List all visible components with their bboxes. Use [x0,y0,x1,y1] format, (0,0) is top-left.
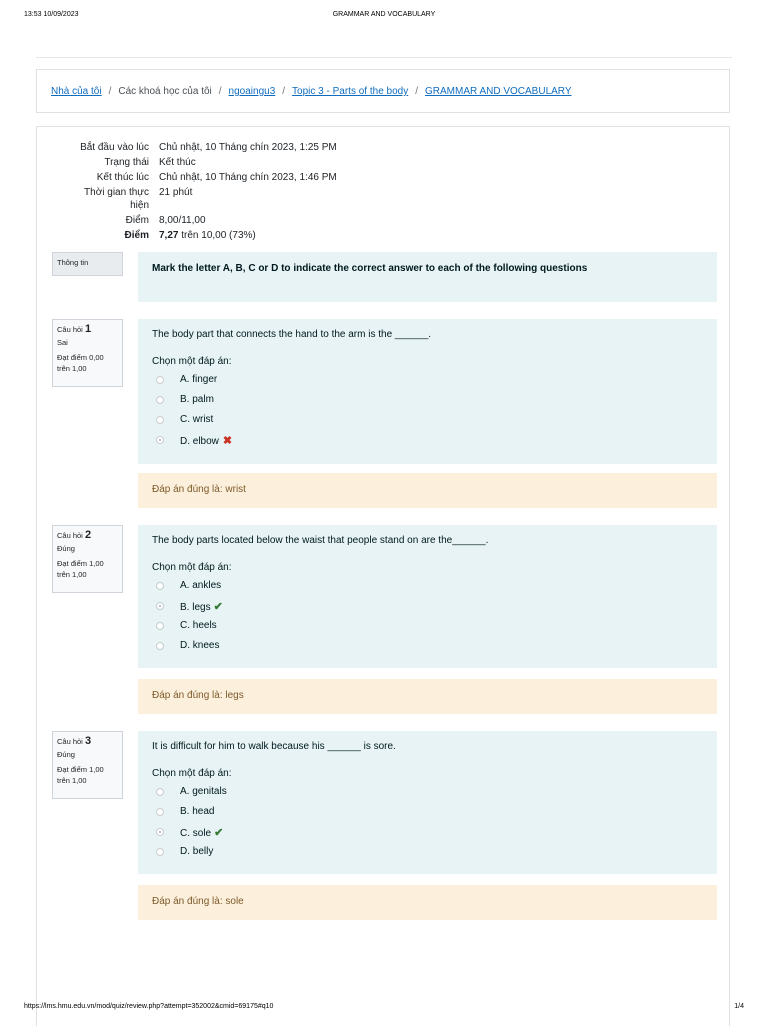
question-1-info [52,319,123,387]
breadcrumb-separator: / [282,86,286,97]
radio-button[interactable] [156,808,164,816]
answer-label: D. elbow ✖ [180,435,233,447]
radio-button[interactable] [156,416,164,424]
question-number: Câu hỏi 3 [57,735,92,747]
question-1-feedback [138,473,717,508]
page-number: 1/4 [734,1003,744,1010]
answer-label: B. legs ✔ [180,601,223,613]
radio-button[interactable] [156,582,164,590]
question-2-info [52,525,123,593]
print-header [0,11,768,23]
grade-value: 7,27 trên 10,00 (73%) [159,230,256,241]
question-3-formulation [138,731,717,874]
info-instructions [138,252,717,302]
correct-answer-text: Đáp án đúng là: legs [152,690,244,701]
question-status: Sai [57,338,68,347]
check-icon: ✔ [214,827,224,839]
question-1-formulation [138,319,717,464]
question-number: Câu hỏi 2 [57,529,92,541]
question-number: Câu hỏi 1 [57,323,92,335]
breadcrumb [51,86,572,97]
check-icon: ✔ [213,601,223,613]
question-3-info [52,731,123,799]
time-taken-label: Thời gian thực hiện [84,187,149,211]
correct-answer-text: Đáp án đúng là: sole [152,896,244,907]
breadcrumb-topic[interactable]: Topic 3 - Parts of the body [292,86,409,97]
question-text: The body parts located below the waist that people stand on are the______. [152,535,489,546]
question-text: The body part that connects the hand to the arm is the ______. [152,329,432,340]
answer-prompt: Chọn một đáp án: [152,768,232,779]
started-label: Bắt đầu vào lúc [80,142,149,153]
answer-label: B. head [180,806,215,817]
page-url: https://lms.hmu.edu.vn/mod/quiz/review.php?attempt=352002&cmid=69175#q10 [24,1003,274,1010]
question-grade: Đạt điểm 0,00 trên 1,00 [57,353,104,373]
answer-prompt: Chọn một đáp án: [152,356,232,367]
answer-label: A. finger [180,374,218,385]
answer-label: B. palm [180,394,214,405]
breadcrumb-container [36,69,730,113]
question-2-feedback [138,679,717,714]
started-value: Chủ nhật, 10 Tháng chín 2023, 1:25 PM [159,142,337,153]
question-status: Đúng [57,750,75,759]
question-grade: Đạt điểm 1,00 trên 1,00 [57,765,104,785]
radio-button-checked[interactable] [156,436,164,444]
info-text: Mark the letter A, B, C or D to indicate the correct answer to each of the following questions [152,263,588,274]
state-label: Trạng thái [104,157,149,168]
answer-label: C. sole ✔ [180,827,224,839]
top-divider [36,57,732,58]
radio-button[interactable] [156,396,164,404]
radio-button-checked[interactable] [156,828,164,836]
answer-label: C. heels [180,620,217,631]
state-value: Kết thúc [159,157,196,168]
correct-answer-text: Đáp án đúng là: wrist [152,484,246,495]
answer-label: A. ankles [180,580,222,591]
question-text: It is difficult for him to walk because his ______ is sore. [152,741,396,752]
radio-button[interactable] [156,622,164,630]
print-timestamp: 13:53 10/09/2023 [24,11,79,18]
radio-button[interactable] [156,788,164,796]
info-label: Thông tin [57,258,89,267]
radio-button[interactable] [156,642,164,650]
breadcrumb-separator: / [108,86,112,97]
breadcrumb-quiz[interactable]: GRAMMAR AND VOCABULARY [425,86,572,97]
breadcrumb-separator: / [415,86,418,97]
completed-label: Kết thúc lúc [96,172,149,183]
marks-label: Điểm [125,215,149,226]
grade-label: Điểm [124,230,149,241]
print-title: GRAMMAR AND VOCABULARY [332,11,436,18]
breadcrumb-my-courses: Các khoá học của tôi [118,86,212,97]
breadcrumb-course[interactable]: ngoaingu3 [228,86,276,97]
answer-label: D. knees [180,640,220,651]
answer-label: A. genitals [180,786,227,797]
radio-button[interactable] [156,848,164,856]
question-3-feedback [138,885,717,920]
question-2-formulation [138,525,717,668]
info-label-box [52,252,123,276]
quiz-review-region [36,126,730,1026]
answer-label: C. wrist [180,414,214,425]
answer-prompt: Chọn một đáp án: [152,562,232,573]
question-grade: Đạt điểm 1,00 trên 1,00 [57,559,104,579]
time-taken-value: 21 phút [159,187,193,198]
cross-icon: ✖ [222,435,233,447]
answer-label: D. belly [180,846,214,857]
radio-button-checked[interactable] [156,602,164,610]
radio-button[interactable] [156,376,164,384]
marks-value: 8,00/11,00 [159,215,206,226]
breadcrumb-separator: / [218,86,222,97]
question-status: Đúng [57,544,75,553]
completed-value: Chủ nhật, 10 Tháng chín 2023, 1:46 PM [159,172,337,183]
breadcrumb-home[interactable]: Nhà của tôi [51,86,102,97]
